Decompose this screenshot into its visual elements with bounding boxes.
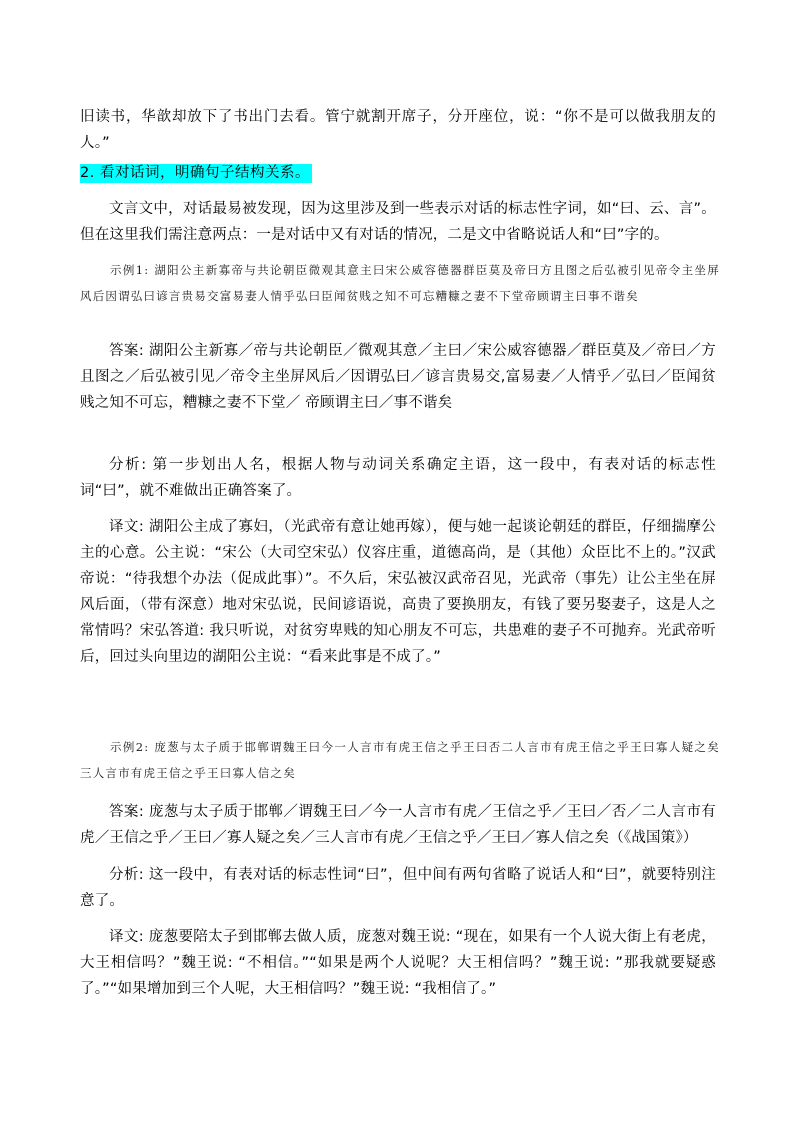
intro-tail-paragraph: 旧读书，华歆却放下了书出门去看。管宁就割开席子，分开座位，说：“你不是可以做我朋友的人。”: [80, 109, 716, 151]
example1-question: 示例1: 湖阳公主新寡帝与共论朝臣微观其意主曰宋公威容德器群臣莫及帝曰方且图之后弘被引见帝令主坐屏风后因谓弘曰谚言贵易交富易妻人情乎弘曰臣闻贫贱之知不可忘糟糠之妻不下堂帝顾谓主曰事不谐矣: [80, 263, 720, 303]
example1-analysis: 分析: 第一步划出人名，根据人物与动词关系确定主语，这一段中，有表对话的标志性词“曰”，就不难做出正确答案了。: [80, 457, 716, 499]
section-heading: [80, 160, 312, 186]
example1-answer: 答案: 湖阳公主新寡／帝与共论朝臣／微观其意／主曰／宋公威容德器／群臣莫及／帝曰／方且图之／后弘被引见／帝令主坐屏风后／因谓弘曰／谚言贵易交,富易妻／人情乎／弘曰／臣闻贫贱之知不可忘，糟糠之妻不下堂／ 帝顾谓主曰／事不谐矣: [80, 343, 716, 411]
section-heading-text: 2. 看对话词，明确句子结构关系。: [80, 165, 310, 181]
example2-answer: 答案: 庞葱与太子质于邯郸／谓魏王曰／今一人言市有虎／王信之乎／王曰／否／二人言市有虎／王信之乎／王曰／寡人疑之矣／三人言市有虎／王信之乎／王曰／寡人信之矣（《战国策》）: [80, 804, 716, 846]
section-intro-paragraph: 文言文中，对话最易被发现，因为这里涉及到一些表示对话的标志性字词，如“曰、云、言”。但在这里我们需注意两点：一是对话中又有对话的情况，二是文中省略说话人和“曰”字的。: [80, 201, 716, 243]
example1-translation: 译文: 湖阳公主成了寡妇，（光武帝有意让她再嫁），便与她一起谈论朝廷的群臣，仔细揣摩公主的心意。公主说：“宋公（大司空宋弘）仪容庄重，道德高尚，是（其他）众臣比不上的。”汉武帝说：“待我想个办法（促成此事）”。不久后，宋弘被汉武帝召见，光武帝（事先）让公主坐在屏风后面，（带有深意）地对宋弘说，民间谚语说，高贵了要换朋友，有钱了要另娶妻子，这是人之常情吗？宋弘答道: 我只听说，对贫穷卑贱的知心朋友不可忘，共患难的妻子不可抛弃。光武帝听后，回过头向里边的湖阳公主说：“看来此事是不成了。”: [80, 519, 716, 665]
example2-question: 示例2: 庞葱与太子质于邯郸谓魏王曰今一人言市有虎王信之乎王曰否二人言市有虎王信之乎王曰寡人疑之矣三人言市有虎王信之乎王曰寡人信之矣: [80, 740, 720, 780]
example2-analysis: 分析: 这一段中，有表对话的标志性词“曰”，但中间有两句省略了说话人和“曰”，就要特别注意了。: [80, 867, 716, 909]
example2-translation: 译文: 庞葱要陪太子到邯郸去做人质，庞葱对魏王说: “现在，如果有一个人说大街上有老虎，大王相信吗？”魏王说: “不相信。”“如果是两个人说呢？大王相信吗？”魏王说: ”那我就要疑惑了。”“如果增加到三个人呢，大王相信吗？”魏王说: “我相信了。”: [80, 929, 716, 997]
